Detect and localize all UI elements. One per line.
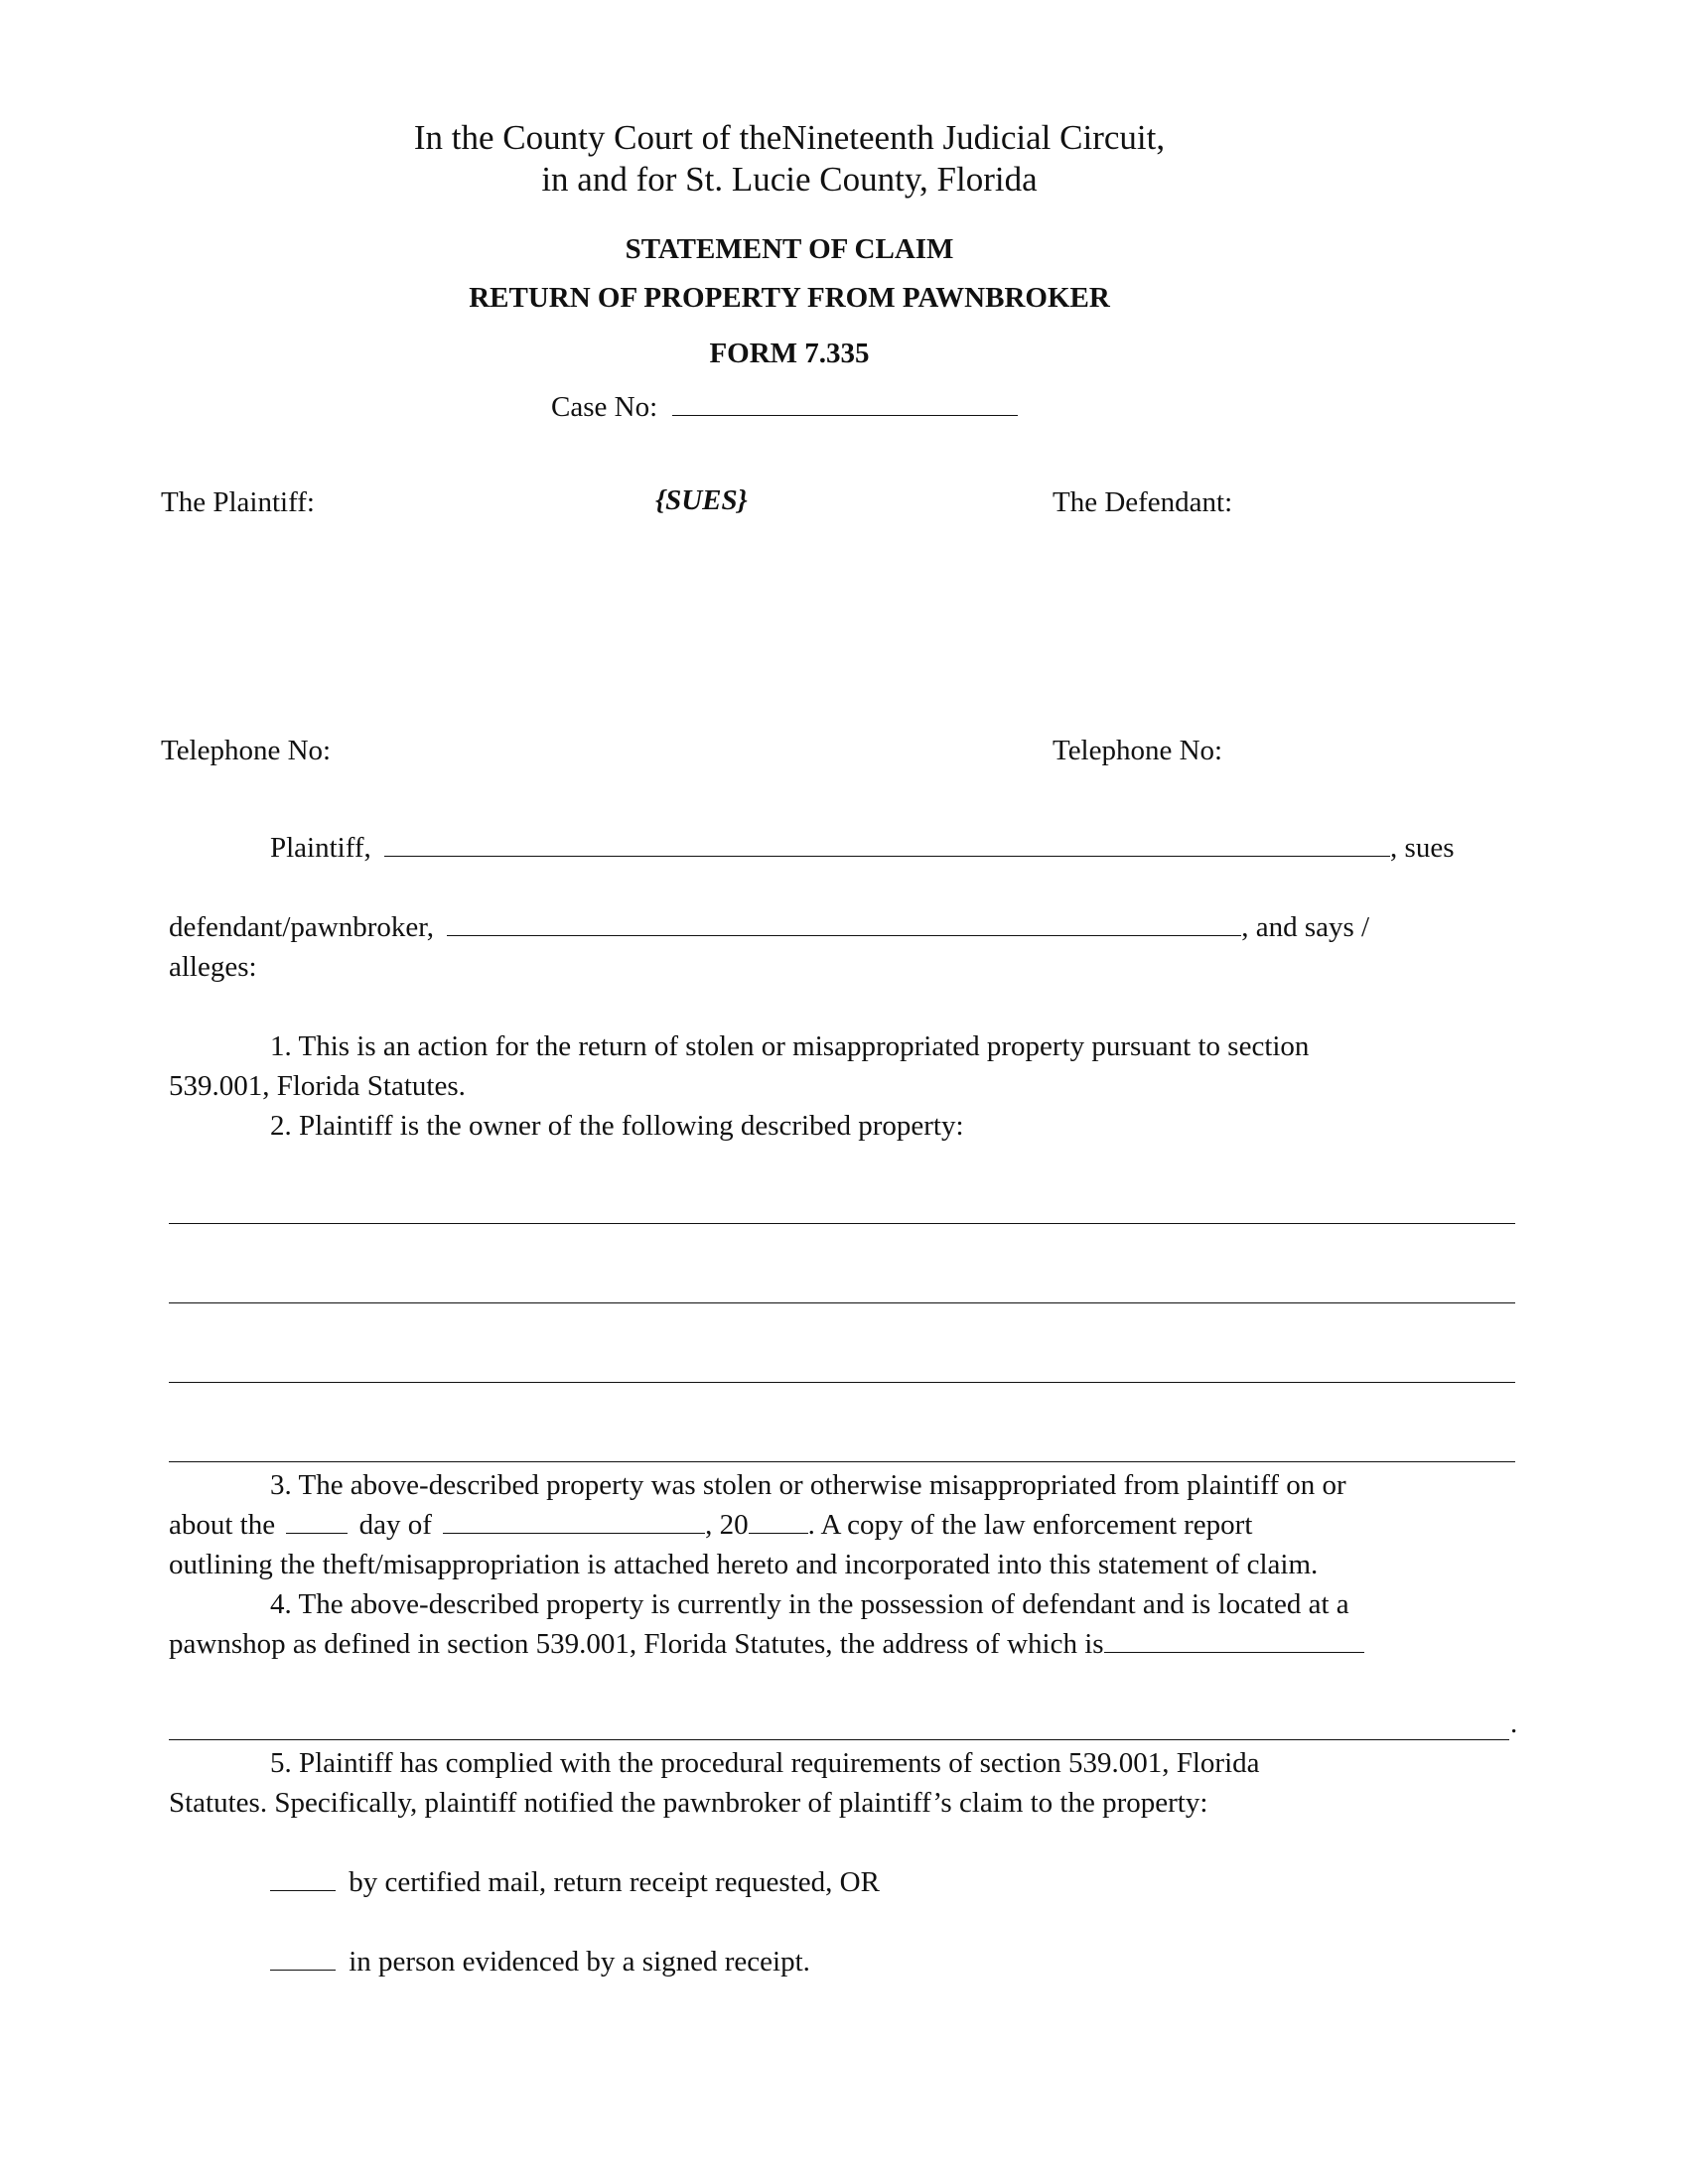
paragraph-3-line-3: outlining the theft/misappropriation is attached hereto and incorporated into this statement of claim. [169, 1549, 1319, 1580]
case-number-label: Case No: [551, 391, 658, 423]
case-number-field[interactable] [672, 389, 1018, 416]
paragraph-3-date-row [169, 1505, 1252, 1545]
plaintiff-telephone-label: Telephone No: [161, 735, 332, 766]
property-description-line-2[interactable] [169, 1302, 1515, 1303]
pawnshop-address-field-2[interactable] [169, 1739, 1509, 1740]
sues-suffix: , sues [1390, 832, 1455, 864]
option-in-person-label: in person evidenced by a signed receipt. [349, 1946, 810, 1978]
says-suffix: , and says / [1241, 911, 1370, 943]
about-the-text: about the [169, 1509, 276, 1541]
title-return-of-property: RETURN OF PROPERTY FROM PAWNBROKER [469, 282, 1110, 314]
title-statement-of-claim: STATEMENT OF CLAIM [625, 233, 954, 265]
paragraph-4-address-row [169, 1624, 1364, 1664]
paragraph-1-line-2: 539.001, Florida Statutes. [169, 1070, 466, 1102]
paragraph-5-line-1: 5. Plaintiff has complied with the procedural requirements of section 539.001, Florida [270, 1747, 1260, 1779]
court-line-2: in and for St. Lucie County, Florida [541, 160, 1038, 199]
plaintiff-name-field[interactable] [384, 830, 1390, 857]
paragraph-5-line-2: Statutes. Specifically, plaintiff notified the pawnbroker of plaintiff’s claim to the property: [169, 1787, 1208, 1819]
defendant-prefix: defendant/pawnbroker, [169, 911, 434, 943]
defendant-telephone-label: Telephone No: [1053, 735, 1223, 766]
theft-year-field[interactable] [749, 1507, 808, 1534]
day-of-text: day of [358, 1509, 432, 1541]
year-prefix-text: , 20 [705, 1509, 749, 1541]
property-description-line-1[interactable] [169, 1223, 1515, 1224]
paragraph-4-line-1: 4. The above-described property is currently in the possession of defendant and is located at a [270, 1588, 1349, 1620]
theft-month-field[interactable] [443, 1507, 705, 1534]
in-person-checkbox-field[interactable] [270, 1944, 336, 1971]
court-line-1: In the County Court of theNineteenth Judicial Circuit, [413, 118, 1166, 157]
paragraph-1-line-1: 1. This is an action for the return of stolen or misappropriated property pursuant to section [270, 1030, 1310, 1062]
paragraph-2: 2. Plaintiff is the owner of the following described property: [270, 1110, 964, 1142]
option-certified-mail-label: by certified mail, return receipt requested, OR [349, 1866, 880, 1898]
certified-mail-checkbox-field[interactable] [270, 1864, 336, 1891]
paragraph-4-line-2: pawnshop as defined in section 539.001, Florida Statutes, the address of which is [169, 1628, 1104, 1660]
plaintiff-sues-row [270, 828, 1454, 868]
form-number: FORM 7.335 [709, 338, 870, 369]
theft-day-field[interactable] [286, 1507, 348, 1534]
pawnshop-address-field-1[interactable] [1104, 1626, 1364, 1653]
copy-report-text: . A copy of the law enforcement report [807, 1509, 1253, 1541]
plaintiff-label: The Plaintiff: [161, 486, 315, 518]
plaintiff-prefix: Plaintiff, [270, 832, 371, 864]
address-end-period: . [1510, 1707, 1518, 1739]
defendant-says-row [169, 907, 1369, 947]
property-description-line-4[interactable] [169, 1461, 1515, 1462]
paragraph-3-line-1: 3. The above-described property was stolen or otherwise misappropriated from plaintiff on or [270, 1469, 1346, 1501]
alleges-text: alleges: [169, 951, 257, 983]
property-description-line-3[interactable] [169, 1382, 1515, 1383]
option-in-person [270, 1942, 810, 1981]
sues-label: {SUES} [655, 484, 748, 516]
case-number-row [551, 387, 1018, 427]
defendant-name-field[interactable] [447, 909, 1241, 936]
option-certified-mail [270, 1862, 880, 1902]
defendant-label: The Defendant: [1053, 486, 1233, 518]
